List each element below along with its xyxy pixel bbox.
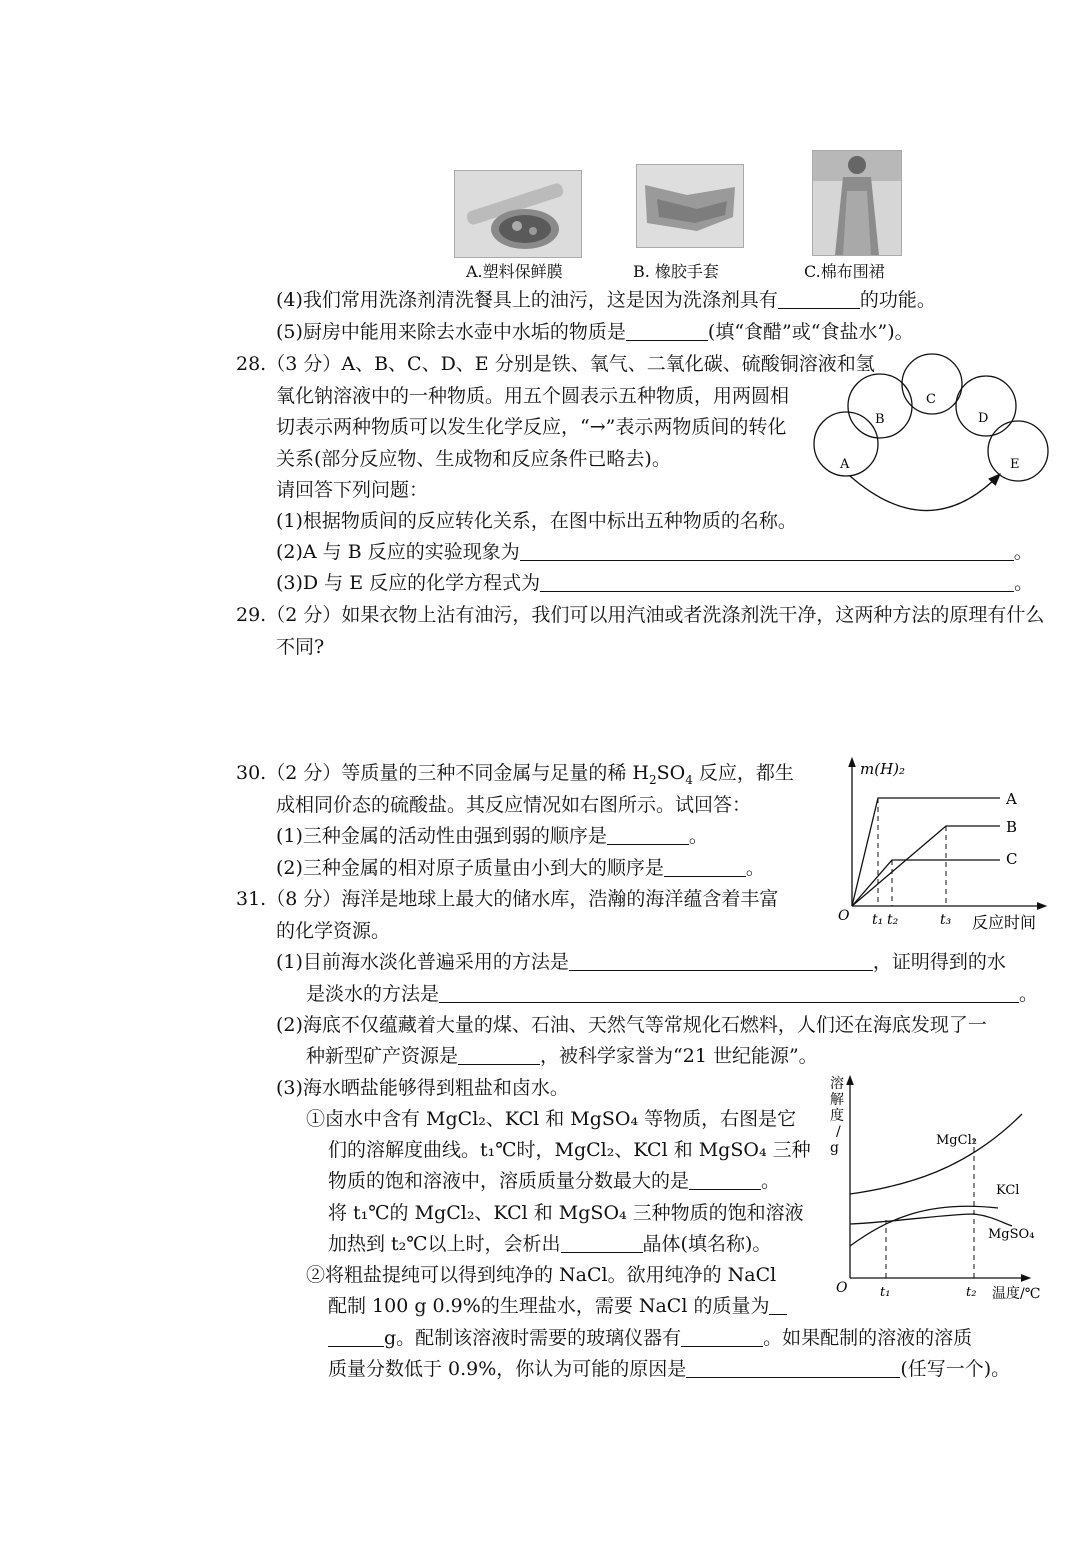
cotton-apron-illustration — [813, 151, 901, 255]
tick-label-t3: t₃ — [940, 912, 952, 928]
q31-sub-2-cont — [306, 1043, 818, 1069]
q31-c1-text-5a: 加热到 t₂℃以上时，会析出 — [328, 1233, 561, 1255]
x-axis-label: 反应时间 — [972, 913, 1037, 932]
q31-sub-2-blank[interactable] — [458, 1044, 540, 1065]
q29-line-1: 29.（2 分）如果衣物上沾有油污，我们可以用汽油或者洗涤剂洗干净，这两种方法的原理有什么 — [236, 604, 1045, 626]
q31-c2-line-4 — [328, 1356, 1010, 1382]
photo-caption-b: B. 橡胶手套 — [633, 262, 719, 281]
q31-c2-text-2: 配制 100 g 0.9%的生理盐水，需要 NaCl 的质量为 — [328, 1295, 770, 1317]
q30-sub-1-text: (1)三种金属的活动性由强到弱的顺序是 — [276, 825, 607, 847]
q31-c2-line-1: ②将粗盐提纯可以得到纯净的 NaCl。欲用纯净的 NaCl — [306, 1264, 777, 1286]
series-label-mgcl2: MgCl₂ — [936, 1133, 977, 1148]
q28-sub-1: (1)根据物质间的反应转化关系，在图中标出五种物质的名称。 — [276, 510, 797, 532]
q30-l1-text-b: SO — [656, 762, 686, 784]
q30-l1-text-a: 30.（2 分）等质量的三种不同金属与足量的稀 H — [236, 762, 649, 784]
q31-sub-2-text-b: 种新型矿产资源是 — [306, 1045, 459, 1067]
q31-c2-text-4b: (任写一个)。 — [900, 1358, 1011, 1380]
circle-label-d: D — [978, 411, 989, 426]
solubility-chart — [826, 1074, 1054, 1306]
q31-c1-line-2: 们的溶解度曲线。t₁℃时，MgCl₂、KCl 和 MgSO₄ 三种 — [328, 1139, 811, 1161]
tick-label-t2: t₂ — [887, 912, 899, 928]
circle-label-a: A — [840, 457, 850, 472]
q30-l1-sub-1: 2 — [648, 772, 657, 787]
q28-sub-2 — [276, 539, 1033, 565]
q28-sub-2-end: 。 — [1013, 541, 1033, 563]
q31-sub-1 — [276, 949, 1006, 975]
q31-c1-blank-2[interactable] — [561, 1232, 643, 1253]
q27-5-blank[interactable] — [626, 320, 708, 341]
circle-label-c: C — [926, 392, 936, 407]
q31-c2-text-4a: 质量分数低于 0.9%，你认为可能的原因是 — [328, 1358, 687, 1380]
plastic-wrap-illustration — [455, 171, 581, 257]
tick-label-t1: t₁ — [880, 1285, 891, 1300]
q30-l1-text-c: 反应，都生 — [692, 762, 794, 784]
q28-sub-3-end: 。 — [1014, 572, 1034, 594]
q28-sub-2-blank[interactable] — [520, 540, 1014, 561]
q31-sub-1-text-b: ，证明得到的水 — [872, 951, 1006, 973]
q30-sub-2-text: (2)三种金属的相对原子质量由小到大的顺序是 — [276, 857, 664, 879]
series-label-a: A — [1006, 790, 1017, 808]
circle-d — [956, 376, 1016, 436]
q30-sub-2-end: 。 — [745, 857, 765, 879]
rubber-gloves-photo — [636, 164, 744, 248]
q28-sub-3 — [276, 570, 1033, 596]
q31-c1-text-3: 物质的饱和溶液中，溶质质量分数最大的是 — [328, 1170, 690, 1192]
q31-sub-2: (2)海底不仅蕴藏着大量的煤、石油、天然气等常规化石燃料，人们还在海底发现了一 — [276, 1014, 987, 1036]
photo-caption-a: A.塑料保鲜膜 — [466, 262, 563, 281]
q30-line-1 — [236, 760, 794, 793]
q28-sub-2-text: (2)A 与 B 反应的实验现象为 — [276, 541, 520, 563]
q30-sub-1-end: 。 — [688, 825, 708, 847]
q27-5-text: (5)厨房中能用来除去水壶中水垢的物质是 — [276, 321, 626, 343]
q31-sub-2-text-c: ，被科学家誉为“21 世纪能源”。 — [540, 1045, 818, 1067]
q30-sub-1-blank[interactable] — [607, 824, 689, 845]
q31-c1-blank-1[interactable] — [689, 1169, 761, 1190]
tick-label-t2: t₂ — [966, 1285, 977, 1300]
q31-c2-blank-1b[interactable] — [328, 1326, 384, 1347]
q31-sub-1-end: 。 — [1019, 983, 1039, 1005]
q30-l1-sub-2: 4 — [685, 772, 693, 787]
origin-label: O — [836, 1280, 848, 1296]
circle-label-b: B — [875, 412, 885, 427]
q31-line-1: 31.（8 分）海洋是地球上最大的储水库，浩瀚的海洋蕴含着丰富 — [236, 888, 779, 910]
q31-sub-1-blank[interactable] — [569, 950, 873, 971]
q30-sub-1 — [276, 823, 708, 849]
q27-5-line — [276, 319, 914, 345]
q28-line-2: 氧化钠溶液中的一种物质。用五个圆表示五种物质，用两圆相 — [276, 385, 790, 407]
y-axis-label: m(H)₂ — [860, 760, 906, 778]
q31-line-2: 的化学资源。 — [276, 920, 391, 942]
plastic-wrap-photo — [454, 170, 582, 258]
q28-sub-3-blank[interactable] — [540, 571, 1014, 592]
series-label-kcl: KCl — [996, 1183, 1020, 1198]
q27-4-text: (4)我们常用洗涤剂清洗餐具上的油污，这是因为洗涤剂具有 — [276, 289, 778, 311]
cotton-apron-photo — [812, 150, 902, 256]
q27-4-blank[interactable] — [778, 288, 860, 309]
origin-label: O — [838, 908, 850, 924]
q31-sub-1-cont — [306, 981, 1038, 1007]
q28-line-1: 28.（3 分）A、B、C、D、E 分别是铁、氧气、二氧化碳、硫酸铜溶液和氢 — [236, 353, 875, 375]
q31-c1-line-4: 将 t₁℃的 MgCl₂、KCl 和 MgSO₄ 三种物质的饱和溶液 — [328, 1202, 804, 1224]
q31-c1-line-1: ①卤水中含有 MgCl₂、KCl 和 MgSO₄ 等物质，右图是它 — [306, 1108, 797, 1130]
series-label-b: B — [1006, 818, 1018, 836]
photo-caption-c: C.棉布围裙 — [804, 262, 885, 281]
q28-sub-3-text: (3)D 与 E 反应的化学方程式为 — [276, 572, 541, 594]
q31-c2-line-3 — [328, 1325, 972, 1351]
q28-circle-diagram — [810, 346, 1060, 516]
q30-line-2: 成相同价态的硫酸盐。其反应情况如右图所示。试回答： — [276, 794, 752, 816]
series-label-c: C — [1006, 850, 1018, 868]
q30-sub-2-blank[interactable] — [664, 856, 746, 877]
q31-c2-line-2 — [328, 1293, 787, 1319]
tick-label-t1: t₁ — [872, 912, 884, 928]
series-label-mgso4: MgSO₄ — [988, 1227, 1035, 1242]
q31-c1-text-5b: 晶体(填名称)。 — [642, 1233, 772, 1255]
q27-4-line — [276, 287, 936, 313]
mgso4-curve — [850, 1214, 1012, 1226]
q31-c1-end: 。 — [761, 1170, 781, 1192]
y-axis-label: 溶解度/ g — [830, 1076, 844, 1156]
q27-4-text-end: 的功能。 — [859, 289, 936, 311]
series-line-c — [852, 860, 1000, 906]
series-line-b — [852, 826, 1000, 906]
series-line-a — [852, 798, 1000, 906]
q27-5-text-end: (填“食醋”或“食盐水”)。 — [707, 321, 914, 343]
q31-c2-blank-3[interactable] — [686, 1357, 900, 1378]
q30-sub-2 — [276, 855, 765, 881]
q28-line-3: 切表示两种物质可以发生化学反应，“→”表示两物质间的转化 — [276, 416, 787, 438]
circle-e — [988, 421, 1048, 481]
conversion-arrow — [850, 474, 1000, 511]
mgcl2-curve — [850, 1114, 1022, 1194]
q28-line-5: 请回答下列问题： — [276, 479, 429, 501]
x-axis-label: 温度/℃ — [992, 1286, 1041, 1302]
circle-label-e: E — [1010, 457, 1020, 472]
q31-sub-1-text-c: 是淡水的方法是 — [306, 983, 440, 1005]
q31-c2-text-3b: 。如果配制的溶液的溶质 — [763, 1327, 973, 1349]
q31-c1-line-3 — [328, 1168, 780, 1194]
kcl-curve — [850, 1206, 998, 1246]
q31-c2-text-3a: g。配制该溶液时需要的玻璃仪器有 — [384, 1327, 682, 1349]
q29-line-2: 不同? — [276, 636, 325, 658]
q31-sub-1-blank-2[interactable] — [439, 982, 1019, 1003]
hydrogen-mass-chart — [832, 756, 1050, 934]
q31-c2-blank-2[interactable] — [681, 1326, 763, 1347]
q28-line-4: 关系(部分反应物、生成物和反应条件已略去)。 — [276, 448, 671, 470]
q31-c1-line-5 — [328, 1231, 771, 1257]
rubber-gloves-illustration — [637, 165, 743, 247]
q31-c2-blank-1a[interactable] — [769, 1294, 787, 1315]
q31-sub-1-text: (1)目前海水淡化普遍采用的方法是 — [276, 951, 569, 973]
q31-sub-3: (3)海水晒盐能够得到粗盐和卤水。 — [276, 1077, 569, 1099]
